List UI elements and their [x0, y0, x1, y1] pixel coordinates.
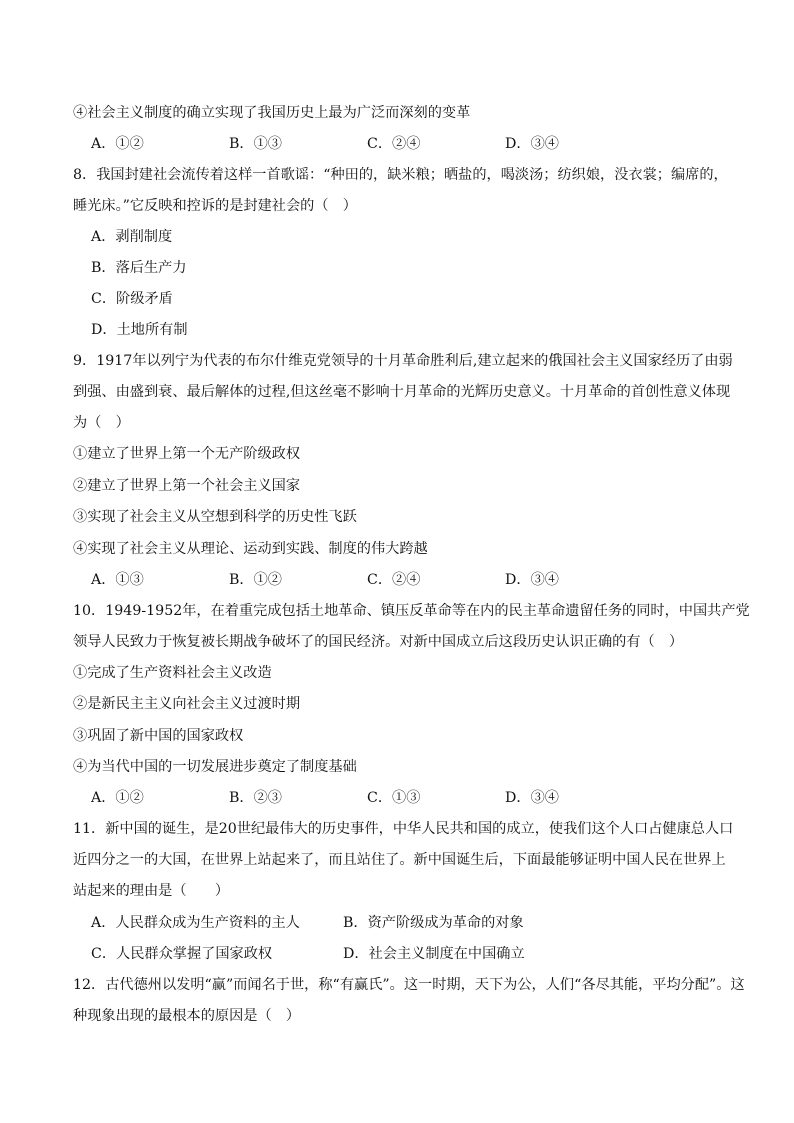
q10-statement-4: ④为当代中国的一切发展进步奠定了制度基础	[73, 759, 357, 775]
q10-stem-line-2: 领导人民致力于恢复被长期战争破坏了的国民经济。对新中国成立后这段历史认识正确的有（ ）	[73, 634, 684, 650]
q11-stem-line-2: 近四分之一的大国，在世界上站起来了，而且站住了。新中国诞生后，下面最能够证明中国人民在世界上	[73, 852, 726, 868]
q10-option-a[interactable]: A．①②	[91, 790, 144, 806]
q11-option-c[interactable]: C．人民群众掌握了国家政权	[91, 946, 273, 962]
q12-stem-line-2: 种现象出现的最根本的原因是（ ）	[73, 1008, 301, 1024]
q9-option-b[interactable]: B．①②	[229, 572, 282, 588]
q8-option-c[interactable]: C．阶级矛盾	[91, 291, 173, 307]
q11-option-a[interactable]: A．人民群众成为生产资料的主人	[91, 915, 300, 931]
q9-statement-3: ③实现了社会主义从空想到科学的历史性飞跃	[73, 509, 357, 525]
q10-statement-1: ①完成了生产资料社会主义改造	[73, 665, 272, 681]
q7-option-b[interactable]: B．①③	[229, 136, 282, 152]
q7-options	[91, 134, 741, 154]
q11-option-d[interactable]: D．社会主义制度在中国确立	[343, 946, 525, 962]
q9-option-c[interactable]: C．②④	[367, 572, 421, 588]
q11-option-b[interactable]: B．资产阶级成为革命的对象	[343, 915, 524, 931]
q10-option-b[interactable]: B．②③	[229, 790, 282, 806]
q8-option-a[interactable]: A．剥削制度	[91, 229, 173, 245]
q10-options	[91, 788, 741, 808]
q8-option-b[interactable]: B．落后生产力	[91, 260, 187, 276]
q12-stem-line-1: 12．古代德州以发明“赢”而闻名于世，称“有赢氏”。这一时期，天下为公，人们“各尽其能，平均分配”。这	[73, 977, 745, 993]
q7-option-a[interactable]: A．①②	[91, 136, 144, 152]
q9-option-d[interactable]: D．③④	[505, 572, 559, 588]
q9-statement-1: ①建立了世界上第一个无产阶级政权	[73, 446, 301, 462]
q11-options-row-1	[91, 913, 741, 933]
q9-stem-line-3: 为（ ）	[73, 415, 130, 431]
q9-stem-line-2: 到强、由盛到衰、最后解体的过程,但这丝毫不影响十月革命的光辉历史意义。十月革命的首创性意义体现	[73, 384, 731, 400]
q9-statement-4: ④实现了社会主义从理论、运动到实践、制度的伟大跨越	[73, 541, 428, 557]
q10-statement-3: ③巩固了新中国的国家政权	[73, 728, 244, 744]
q9-stem-line-1: 9．1917年以列宁为代表的布尔什维克党领导的十月革命胜利后,建立起来的俄国社会主义国家经历了由弱	[73, 353, 733, 369]
q8-stem-line-1: 8．我国封建社会流传着这样一首歌谣：“种田的，缺米粮；晒盐的，喝淡汤；纺织娘，没衣裳；编席的，	[73, 167, 728, 183]
q8-stem-line-2: 睡光床。”它反映和控诉的是封建社会的（ ）	[73, 198, 357, 214]
q8-option-d[interactable]: D．土地所有制	[91, 322, 188, 338]
q7-statement-4: ④社会主义制度的确立实现了我国历史上最为广泛而深刻的变革	[73, 105, 471, 121]
q7-option-c[interactable]: C．②④	[367, 136, 421, 152]
q11-options-row-2	[91, 944, 741, 964]
q10-stem-line-1: 10．1949-1952年，在着重完成包括土地革命、镇压反革命等在内的民主革命遗留任务的同时，中国共产党	[73, 603, 750, 619]
q11-stem-line-3: 站起来的理由是（ ）	[73, 883, 230, 899]
q7-option-d[interactable]: D．③④	[505, 136, 559, 152]
q9-options	[91, 570, 741, 590]
q10-option-d[interactable]: D．③④	[505, 790, 559, 806]
q9-statement-2: ②建立了世界上第一个社会主义国家	[73, 478, 301, 494]
q10-option-c[interactable]: C．①③	[367, 790, 421, 806]
q10-statement-2: ②是新民主主义向社会主义过渡时期	[73, 696, 301, 712]
q9-option-a[interactable]: A．①③	[91, 572, 144, 588]
q11-stem-line-1: 11．新中国的诞生，是20世纪最伟大的历史事件，中华人民共和国的成立，使我们这个人口占健康总人口	[73, 821, 734, 837]
